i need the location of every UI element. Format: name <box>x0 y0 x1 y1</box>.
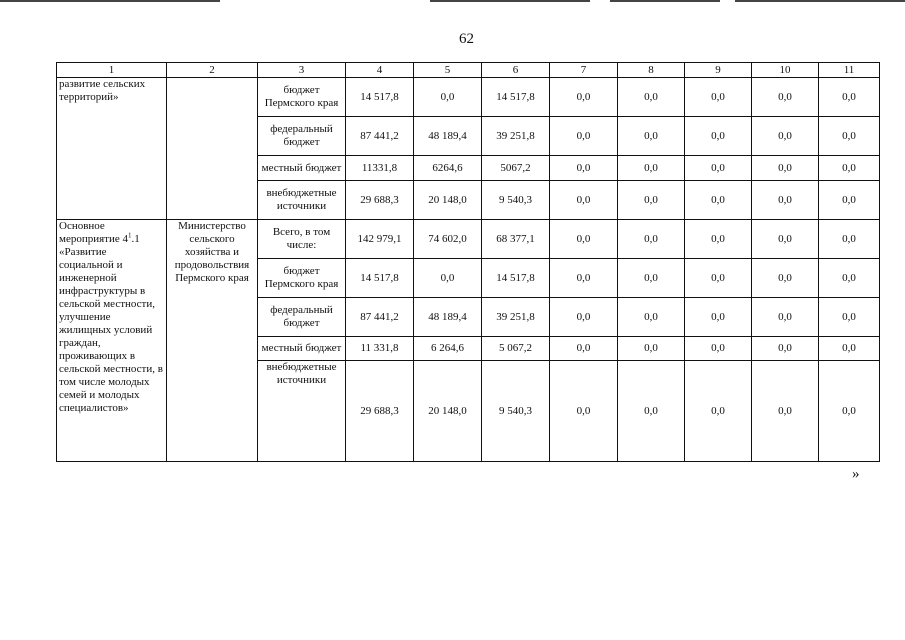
amount-cell: 0,0 <box>685 220 752 259</box>
block-1-rows <box>57 78 880 220</box>
amount-cell: 48 189,4 <box>414 298 482 337</box>
amount-cell: 0,0 <box>752 156 819 181</box>
amount-cell: 14 517,8 <box>346 78 414 117</box>
column-number: 5 <box>414 63 482 78</box>
amount-cell: 9 540,3 <box>482 361 550 462</box>
amount-cell: 14 517,8 <box>482 259 550 298</box>
amount-cell: 0,0 <box>685 361 752 462</box>
amount-cell: 14 517,8 <box>346 259 414 298</box>
column-number: 2 <box>167 63 258 78</box>
closing-quote: » <box>852 466 860 482</box>
amount-cell: 0,0 <box>550 259 618 298</box>
amount-cell: 0,0 <box>618 298 685 337</box>
funding-source: федеральный бюджет <box>270 123 333 148</box>
funding-source-cell <box>258 361 346 462</box>
amount-cell: 0,0 <box>550 117 618 156</box>
funding-source: местный бюджет <box>261 161 342 174</box>
amount-cell: 0,0 <box>618 78 685 117</box>
amount-cell: 0,0 <box>819 298 880 337</box>
amount-cell: 20 148,0 <box>414 361 482 462</box>
amount-cell: 0,0 <box>819 117 880 156</box>
amount-cell: 29 688,3 <box>346 361 414 462</box>
amount-cell: 5067,2 <box>482 156 550 181</box>
funding-source: Всего, в том числе: <box>272 226 331 251</box>
amount-cell: 0,0 <box>550 78 618 117</box>
table-row <box>57 220 880 259</box>
table-header-row <box>57 63 880 78</box>
amount-cell: 0,0 <box>752 78 819 117</box>
amount-cell: 68 377,1 <box>482 220 550 259</box>
responsible-executor: Министерство сельского хозяйства и продовольствия Пермского края <box>174 220 250 284</box>
amount-cell: 11 331,8 <box>346 337 414 361</box>
activity-title-superscript: 1 <box>128 231 132 240</box>
activity-title-prefix: Основное мероприятие 4 <box>59 220 129 245</box>
column-number: 7 <box>550 63 618 78</box>
amount-cell: 11331,8 <box>346 156 414 181</box>
funding-source-cell <box>258 220 346 259</box>
amount-cell: 9 540,3 <box>482 181 550 220</box>
responsible-executor-cell <box>167 78 258 220</box>
amount-cell: 0,0 <box>550 361 618 462</box>
funding-source-cell <box>258 337 346 361</box>
amount-cell: 0,0 <box>550 220 618 259</box>
amount-cell: 0,0 <box>685 337 752 361</box>
amount-cell: 0,0 <box>685 156 752 181</box>
amount-cell: 0,0 <box>550 298 618 337</box>
amount-cell: 0,0 <box>685 181 752 220</box>
funding-source-cell <box>258 298 346 337</box>
funding-source-cell <box>258 117 346 156</box>
amount-cell: 0,0 <box>685 259 752 298</box>
amount-cell: 0,0 <box>819 361 880 462</box>
amount-cell: 0,0 <box>752 259 819 298</box>
amount-cell: 0,0 <box>819 259 880 298</box>
amount-cell: 0,0 <box>618 259 685 298</box>
funding-source: федеральный бюджет <box>270 304 333 329</box>
table-row <box>57 78 880 117</box>
amount-cell: 74 602,0 <box>414 220 482 259</box>
amount-cell: 6 264,6 <box>414 337 482 361</box>
activity-title-rest: .1 «Развитие социальной и инженерной инфраструктуры в сельской местности, улучшение жилищных условий граждан, проживающих в сельской местности, в том числе молодых семей и молодых специалистов» <box>59 233 163 414</box>
amount-cell: 0,0 <box>819 337 880 361</box>
funding-source-cell <box>258 181 346 220</box>
amount-cell: 0,0 <box>618 337 685 361</box>
amount-cell: 87 441,2 <box>346 117 414 156</box>
funding-source-cell <box>258 156 346 181</box>
amount-cell: 0,0 <box>618 361 685 462</box>
amount-cell: 0,0 <box>550 156 618 181</box>
funding-source: внебюджетные источники <box>266 361 337 386</box>
funding-source: местный бюджет <box>261 342 342 354</box>
amount-cell: 0,0 <box>618 220 685 259</box>
amount-cell: 0,0 <box>752 181 819 220</box>
amount-cell: 0,0 <box>414 78 482 117</box>
budget-table <box>56 62 880 462</box>
amount-cell: 0,0 <box>752 337 819 361</box>
amount-cell: 6264,6 <box>414 156 482 181</box>
column-number: 8 <box>618 63 685 78</box>
amount-cell: 14 517,8 <box>482 78 550 117</box>
amount-cell: 20 148,0 <box>414 181 482 220</box>
column-number: 11 <box>819 63 880 78</box>
funding-source: бюджет Пермского края <box>264 265 339 290</box>
page-number: 62 <box>459 31 474 47</box>
amount-cell: 48 189,4 <box>414 117 482 156</box>
amount-cell: 0,0 <box>414 259 482 298</box>
amount-cell: 0,0 <box>752 298 819 337</box>
block-2-rows <box>57 220 880 462</box>
amount-cell: 0,0 <box>550 337 618 361</box>
responsible-executor-cell <box>167 220 258 462</box>
amount-cell: 0,0 <box>819 78 880 117</box>
amount-cell: 0,0 <box>618 181 685 220</box>
activity-title-cell <box>57 220 167 462</box>
column-number: 1 <box>57 63 167 78</box>
amount-cell: 0,0 <box>550 181 618 220</box>
activity-title: развитие сельских территорий» <box>59 78 146 103</box>
funding-source-cell <box>258 78 346 117</box>
scan-edge-marks <box>0 0 905 3</box>
column-number: 3 <box>258 63 346 78</box>
amount-cell: 0,0 <box>819 156 880 181</box>
amount-cell: 39 251,8 <box>482 298 550 337</box>
column-number: 4 <box>346 63 414 78</box>
funding-source: внебюджетные источники <box>266 187 337 212</box>
funding-source-cell <box>258 259 346 298</box>
amount-cell: 0,0 <box>819 220 880 259</box>
amount-cell: 142 979,1 <box>346 220 414 259</box>
amount-cell: 0,0 <box>752 361 819 462</box>
amount-cell: 29 688,3 <box>346 181 414 220</box>
amount-cell: 0,0 <box>685 117 752 156</box>
amount-cell: 0,0 <box>819 181 880 220</box>
amount-cell: 0,0 <box>685 78 752 117</box>
funding-source: бюджет Пермского края <box>264 84 339 109</box>
column-number: 10 <box>752 63 819 78</box>
amount-cell: 0,0 <box>618 117 685 156</box>
activity-title-cell <box>57 78 167 220</box>
column-number: 6 <box>482 63 550 78</box>
amount-cell: 0,0 <box>618 156 685 181</box>
column-number: 9 <box>685 63 752 78</box>
amount-cell: 0,0 <box>752 117 819 156</box>
amount-cell: 0,0 <box>752 220 819 259</box>
amount-cell: 0,0 <box>685 298 752 337</box>
amount-cell: 87 441,2 <box>346 298 414 337</box>
amount-cell: 39 251,8 <box>482 117 550 156</box>
amount-cell: 5 067,2 <box>482 337 550 361</box>
